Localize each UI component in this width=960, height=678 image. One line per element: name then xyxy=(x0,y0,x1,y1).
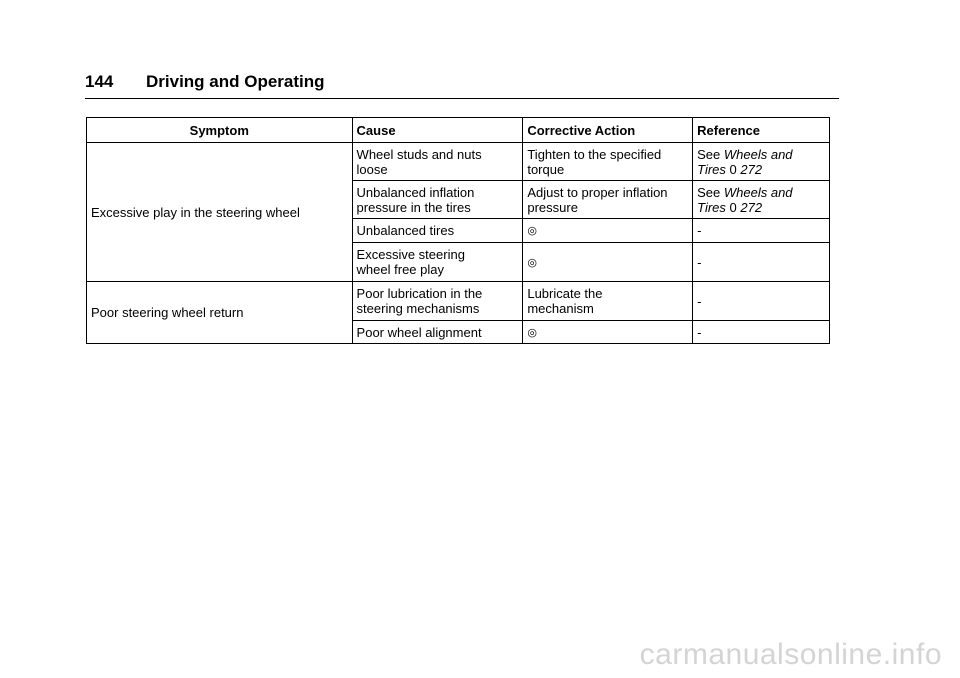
reference-link-line: Tires xyxy=(697,199,726,215)
cause-cell xyxy=(352,143,523,181)
action-line: pressure xyxy=(527,199,578,215)
cause-line: Unbalanced inflation xyxy=(356,184,475,200)
cause-line: pressure in the tires xyxy=(356,199,471,215)
column-header-reference: Reference xyxy=(693,118,830,143)
cause-line: loose xyxy=(356,161,388,177)
page-header xyxy=(85,72,839,99)
reference-page: 272 xyxy=(740,161,763,177)
page-arrow-icon: 0 xyxy=(729,161,737,177)
reference-cell xyxy=(693,181,830,219)
reference-prefix: See xyxy=(697,184,721,200)
reference-cell: - xyxy=(693,219,830,243)
reference-link-line: Wheels and xyxy=(723,146,793,162)
page-number: 144 xyxy=(85,72,114,91)
see-dealer-icon: ◎ xyxy=(527,225,537,237)
action-line: Adjust to proper inflation xyxy=(527,184,668,200)
action-cell xyxy=(523,321,693,344)
action-line: mechanism xyxy=(527,301,594,316)
reference-link-line: Wheels and xyxy=(723,184,793,200)
cause-line: Poor lubrication in the xyxy=(356,286,483,301)
reference-cell: - xyxy=(693,282,830,321)
cause-line: Wheel studs and nuts xyxy=(356,146,482,162)
reference-link-line: Tires xyxy=(697,161,726,177)
reference-cell: - xyxy=(693,321,830,344)
action-line: Lubricate the xyxy=(527,286,603,301)
table-header-row xyxy=(87,118,830,143)
see-dealer-icon: ◎ xyxy=(527,326,537,339)
column-header-corrective-action: Corrective Action xyxy=(523,118,693,143)
see-dealer-icon: ◎ xyxy=(527,256,537,269)
cause-cell: Poor wheel alignment xyxy=(352,321,523,344)
table-row xyxy=(87,282,830,321)
cause-cell: Unbalanced tires xyxy=(352,219,523,243)
symptom-cell: Excessive play in the steering wheel xyxy=(87,143,353,282)
action-cell xyxy=(523,181,693,219)
symptom-cell: Poor steering wheel return xyxy=(87,282,353,344)
action-cell xyxy=(523,143,693,181)
reference-page: 272 xyxy=(740,199,763,215)
reference-cell xyxy=(693,143,830,181)
column-header-symptom: Symptom xyxy=(87,118,353,143)
cause-cell xyxy=(352,243,523,282)
reference-prefix: See xyxy=(697,146,721,162)
action-line: Tighten to the specified xyxy=(527,146,662,162)
reference-cell: - xyxy=(693,243,830,282)
cause-line: steering mechanisms xyxy=(356,301,480,316)
cause-line: wheel free play xyxy=(356,262,444,277)
action-cell xyxy=(523,282,693,321)
watermark: carmanualsonline.info xyxy=(639,638,942,671)
cause-cell xyxy=(352,181,523,219)
diagnosis-table xyxy=(86,117,830,344)
page-arrow-icon: 0 xyxy=(729,199,737,215)
action-line: torque xyxy=(527,161,565,177)
action-cell xyxy=(523,219,693,243)
column-header-cause: Cause xyxy=(352,118,523,143)
action-cell xyxy=(523,243,693,282)
cause-line: Excessive steering xyxy=(356,247,465,262)
page-title: Driving and Operating xyxy=(146,72,325,91)
table-row xyxy=(87,143,830,181)
cause-cell xyxy=(352,282,523,321)
